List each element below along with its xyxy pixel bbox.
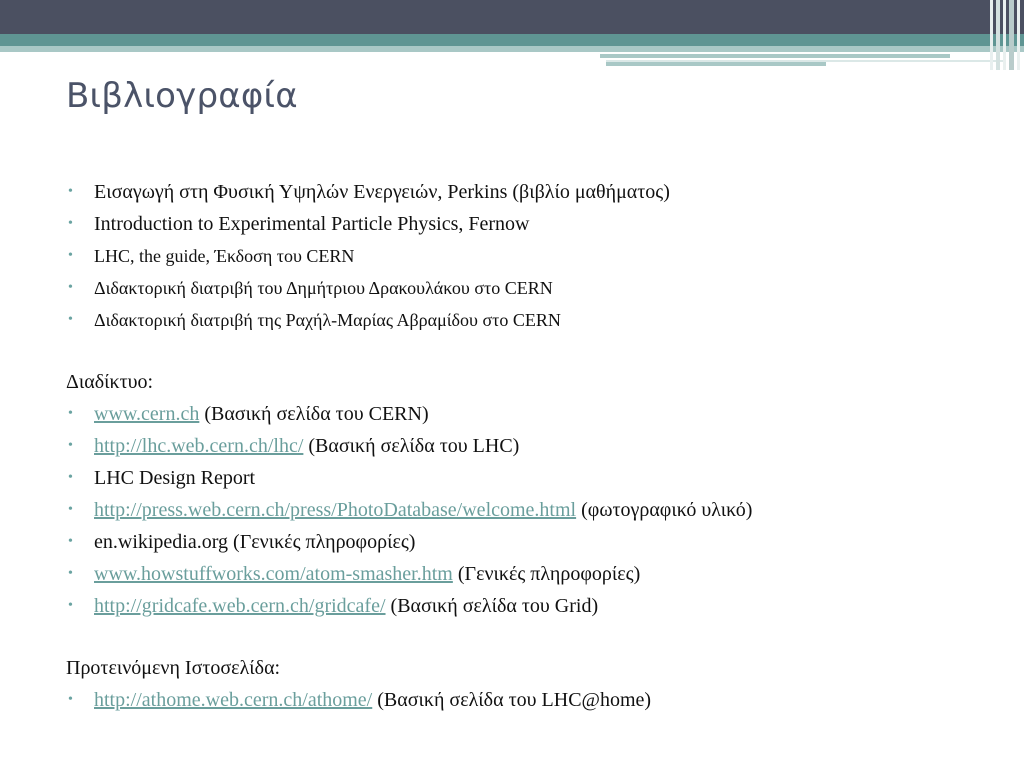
- bibliography-item: Διδακτορική διατριβή της Ραχήλ-Μαρίας Αβραμίδου στο CERN: [94, 310, 561, 330]
- bullet-icon: •: [68, 566, 73, 581]
- header-dark-band: [0, 0, 1024, 34]
- bullet-icon: •: [68, 692, 73, 707]
- internet-links-list: [66, 398, 986, 622]
- list-item: [66, 558, 986, 590]
- bibliography-item: LHC, the guide, Έκδοση του CERN: [94, 246, 355, 266]
- header-vertical-stripe: [996, 0, 1000, 70]
- slide-content: [66, 176, 986, 716]
- header-vertical-stripe: [1003, 0, 1006, 70]
- link-description: (Γενικές πληροφορίες): [457, 563, 641, 585]
- list-item: [66, 494, 986, 526]
- list-item: [66, 304, 986, 336]
- list-item: [66, 430, 986, 462]
- list-item: [66, 272, 986, 304]
- bullet-icon: •: [68, 534, 73, 549]
- bullet-icon: •: [68, 502, 73, 517]
- list-item: [66, 240, 986, 272]
- internet-section-label: Διαδίκτυο:: [66, 371, 154, 393]
- bullet-icon: •: [68, 438, 73, 453]
- header-teal-band: [0, 34, 1024, 46]
- bibliography-item: Διδακτορική διατριβή του Δημήτριου Δρακουλάκου στο CERN: [94, 278, 553, 298]
- list-item: [66, 590, 986, 622]
- lhc-home-link[interactable]: http://lhc.web.cern.ch/lhc/: [94, 435, 304, 457]
- bibliography-item: Introduction to Experimental Particle Physics, Fernow: [94, 213, 530, 235]
- photo-database-link[interactable]: http://press.web.cern.ch/press/PhotoDatabase/welcome.html: [94, 499, 577, 521]
- header-light-band: [0, 46, 1024, 52]
- link-description: (Βασική σελίδα του CERN): [204, 403, 429, 425]
- suggested-links-list: [66, 684, 986, 716]
- link-description: LHC Design Report: [94, 467, 256, 489]
- bullet-icon: •: [68, 470, 73, 485]
- header-vertical-stripe: [1009, 0, 1014, 70]
- link-description: (Βασική σελίδα του LHC): [308, 435, 520, 457]
- list-item: [66, 684, 986, 716]
- link-description: (φωτογραφικό υλικό): [581, 499, 753, 521]
- bullet-icon: •: [68, 312, 73, 327]
- bullet-icon: •: [68, 598, 73, 613]
- bullet-icon: •: [68, 280, 73, 295]
- header-vertical-stripe: [1017, 0, 1020, 70]
- suggested-section-label: Προτεινόμενη Ιστοσελίδα:: [66, 657, 281, 679]
- gridcafe-link[interactable]: http://gridcafe.web.cern.ch/gridcafe/: [94, 595, 386, 617]
- list-item: [66, 398, 986, 430]
- bibliography-item: Εισαγωγή στη Φυσική Υψηλών Ενεργειών, Perkins (βιβλίο μαθήματος): [94, 181, 670, 203]
- list-item: [66, 176, 986, 208]
- bullet-icon: •: [68, 406, 73, 421]
- howstuffworks-link[interactable]: www.howstuffworks.com/atom-smasher.htm: [94, 563, 453, 585]
- list-item: [66, 462, 986, 494]
- list-item: [66, 208, 986, 240]
- header-accent-line: [600, 54, 950, 58]
- bullet-icon: •: [68, 184, 73, 199]
- lhc-at-home-link[interactable]: http://athome.web.cern.ch/athome/: [94, 689, 373, 711]
- header-vertical-stripe: [990, 0, 993, 70]
- bullet-icon: •: [68, 216, 73, 231]
- header-accent-line: [606, 62, 826, 66]
- bullet-icon: •: [68, 248, 73, 263]
- link-description: (Βασική σελίδα του Grid): [390, 595, 599, 617]
- link-description: (Βασική σελίδα του LHC@home): [377, 689, 652, 711]
- link-description: en.wikipedia.org (Γενικές πληροφορίες): [94, 531, 416, 553]
- slide-title: Βιβλιογραφία: [66, 76, 298, 116]
- cern-home-link[interactable]: www.cern.ch: [94, 403, 200, 425]
- bibliography-list: [66, 176, 986, 336]
- list-item: [66, 526, 986, 558]
